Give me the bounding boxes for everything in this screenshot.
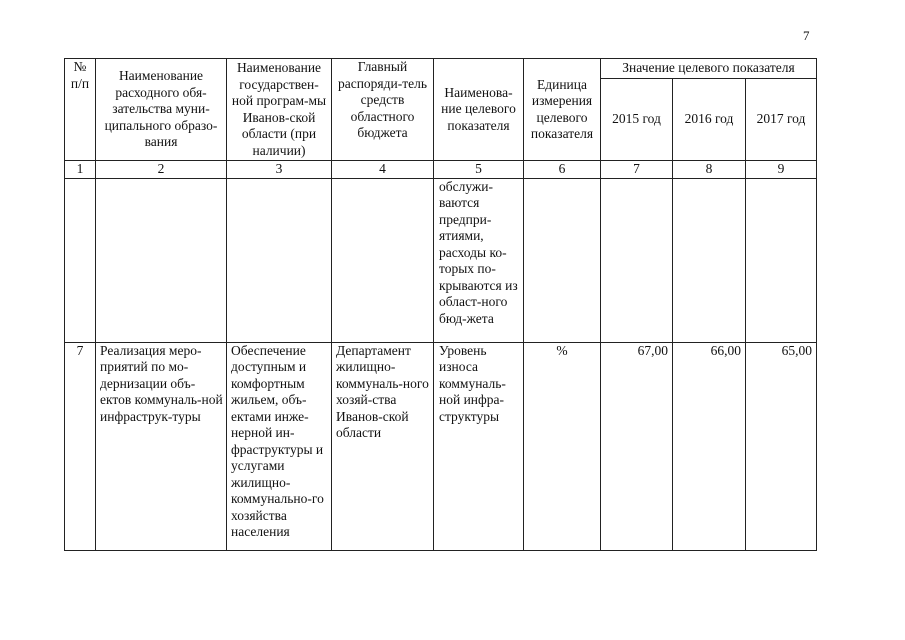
- continuation-row: [65, 178, 817, 342]
- header-year-2016: 2016 год: [673, 79, 746, 161]
- continuation-indicator: обслужи-ваются предпри-ятиями, расходы ко-торых по-крываются из област-ного бюд-жета: [434, 178, 524, 342]
- row-obligation: Реализация меро-приятий по мо-дернизации объ-ектов коммуналь-ной инфраструк-туры: [96, 342, 227, 550]
- header-number: № п/п: [65, 59, 96, 161]
- header-year-2015: 2015 год: [601, 79, 673, 161]
- column-number-4: 4: [332, 161, 434, 179]
- column-number-7: 7: [601, 161, 673, 179]
- header-indicator: Наименова-ние целевого показателя: [434, 59, 524, 161]
- column-number-1: 1: [65, 161, 96, 179]
- row-program: Обеспечение доступным и комфортным жильем, объ-ектами инже-нерной ин-фраструктуры и услугами жилищно-коммунально-го хозяйства населения: [227, 342, 332, 550]
- column-number-2: 2: [96, 161, 227, 179]
- table-row: [65, 342, 817, 550]
- column-number-9: 9: [746, 161, 817, 179]
- header-target-value-group: Значение целевого показателя: [601, 59, 817, 79]
- target-indicators-table: [64, 58, 817, 551]
- row-distributor: Департамент жилищно-коммуналь-ного хозяй-ства Иванов-ской области: [332, 342, 434, 550]
- column-number-3: 3: [227, 161, 332, 179]
- row-value-2016: 66,00: [673, 342, 746, 550]
- column-number-6: 6: [524, 161, 601, 179]
- header-year-2017: 2017 год: [746, 79, 817, 161]
- row-value-2017: 65,00: [746, 342, 817, 550]
- column-numbers-row: [65, 161, 817, 179]
- header-obligation: Наименование расходного обя-зательства муни-ципального образо-вания: [96, 59, 227, 161]
- row-unit: %: [524, 342, 601, 550]
- row-indicator: Уровень износа коммуналь-ной инфра-структуры: [434, 342, 524, 550]
- page-number: 7: [803, 28, 810, 43]
- row-value-2015: 67,00: [601, 342, 673, 550]
- column-number-8: 8: [673, 161, 746, 179]
- header-distributor: Главный распоряди-тель средств областного бюджета: [332, 59, 434, 161]
- column-number-5: 5: [434, 161, 524, 179]
- row-number: 7: [65, 342, 96, 550]
- header-unit: Единица измерения целевого показателя: [524, 59, 601, 161]
- header-program: Наименование государствен-ной програм-мы Иванов-ской области (при наличии): [227, 59, 332, 161]
